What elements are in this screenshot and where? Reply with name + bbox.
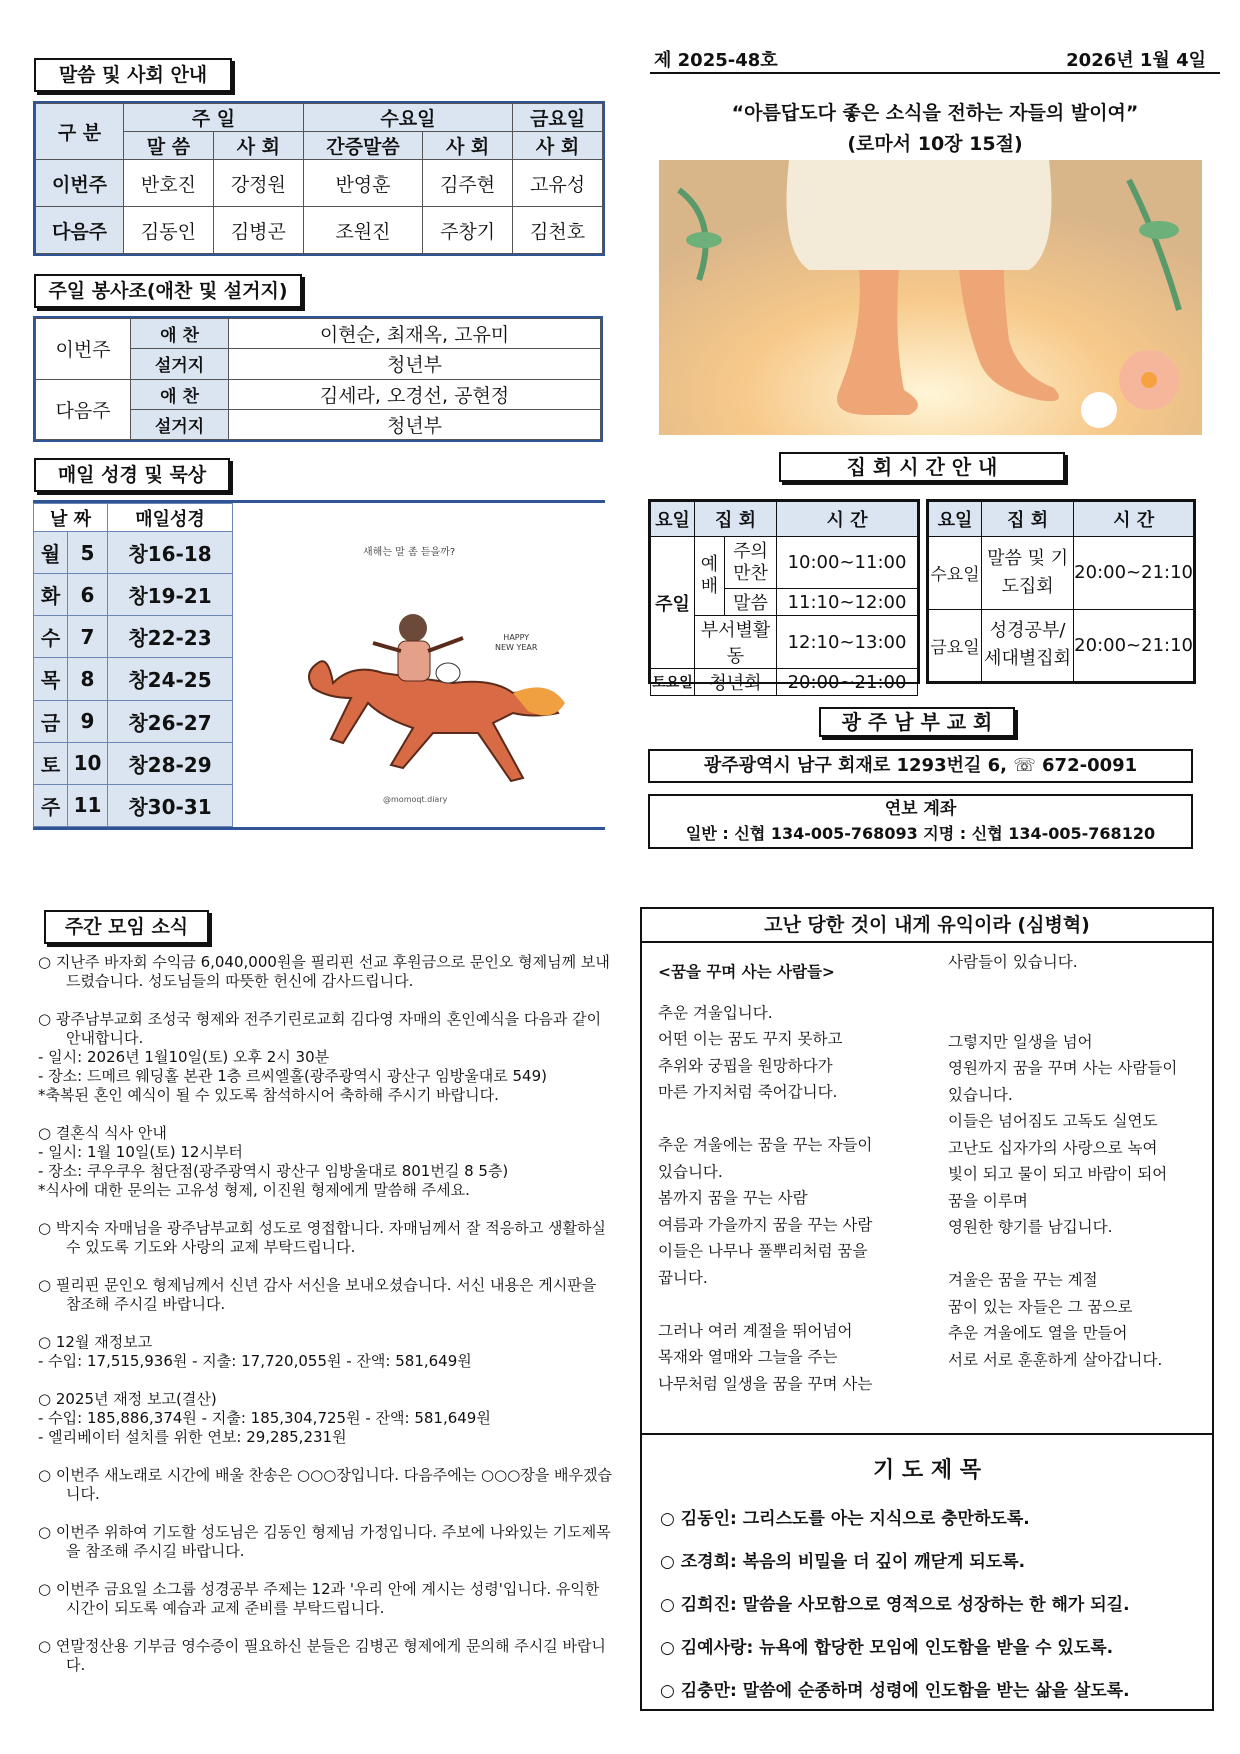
feet-walking-image	[659, 160, 1202, 435]
daily-bible-table	[33, 500, 233, 830]
poem-line: 영원까지 꿈을 꾸며 사는 사람들이	[948, 1059, 1178, 1077]
table-cell: 고유성	[513, 160, 603, 207]
reading-cell: 창16-18	[108, 532, 233, 574]
sched-header: 요일	[929, 502, 982, 537]
meeting-name: 말씀	[725, 589, 777, 616]
prayer-item: ○ 김예사랑: 뉴욕에 합당한 모임에 인도함을 받을 수 있도록.	[660, 1638, 1114, 1658]
meeting-time: 11:10~12:00	[777, 589, 918, 616]
horse-rider-illustration	[273, 593, 573, 793]
news-item	[38, 1276, 613, 1314]
day-label: 금요일	[929, 609, 982, 682]
news-line: ○ 광주남부교회 조성국 형제와 전주기린로교회 김다영 자매의 혼인예식을 다음과 같이 안내합니다.	[38, 1010, 602, 1047]
schedule-table-left	[648, 499, 920, 694]
news-line: - 일시: 1월 10일(토) 12시부터	[38, 1143, 243, 1161]
date-cell: 9	[68, 700, 108, 742]
news-line: - 수입: 17,515,936원 - 지출: 17,720,055원 - 잔액: 581,649원	[38, 1352, 472, 1370]
sched-header: 집 회	[982, 502, 1074, 537]
reading-cell: 창19-21	[108, 574, 233, 616]
issue-number: 제 2025-48호	[654, 50, 778, 71]
happy-new-year-text	[495, 633, 537, 653]
news-line: - 수입: 185,886,374원 - 지출: 185,304,725원 - 잔액: 581,649원	[38, 1409, 491, 1427]
worship-label: 예 배	[695, 537, 725, 616]
reading-cell: 창30-31	[108, 784, 233, 826]
poem-line: 사람들이 있습니다.	[948, 953, 1078, 971]
reading-header: 매일성경	[108, 504, 233, 532]
news-line: - 엘리베이터 설치를 위한 연보: 29,285,231원	[38, 1428, 347, 1446]
date-header: 날 짜	[34, 504, 108, 532]
group-label: 이번주	[36, 319, 131, 380]
news-line: ○ 지난주 바자회 수익금 6,040,000원을 필리핀 선교 후원금으로 문인오 형제님께 보내드렸습니다. 성도님들의 따뜻한 헌신에 감사드립니다.	[38, 953, 610, 990]
sunday-label: 주일	[651, 537, 695, 669]
poem-line: 꿈을 이루며	[948, 1191, 1028, 1210]
date-cell: 6	[68, 574, 108, 616]
poem-line: 마른 가지처럼 죽어갑니다.	[658, 1083, 838, 1101]
names-cell: 김세라, 오경선, 공현정	[229, 379, 601, 409]
account-title: 연보 계좌	[884, 799, 957, 819]
poem-left-lines	[658, 1000, 928, 1398]
group-label: 다음주	[36, 379, 131, 440]
church-address-box: 광주광역시 남구 회재로 1293번길 6, ☏ 672-0091	[648, 749, 1193, 783]
news-item	[38, 1124, 613, 1200]
row-label-next-week: 다음주	[36, 207, 124, 254]
reading-cell: 창26-27	[108, 700, 233, 742]
news-list	[38, 953, 613, 1694]
news-item	[38, 953, 613, 991]
table-cell: 김병곤	[213, 207, 303, 254]
verse-block	[650, 98, 1220, 160]
sermon-section-title: 말씀 및 사회 안내	[34, 58, 232, 92]
news-line: *축복된 혼인 예식이 될 수 있도록 참석하시어 축하해 주시기 바랍니다.	[38, 1086, 499, 1104]
news-line: ○ 결혼식 식사 안내	[38, 1124, 167, 1142]
news-line: - 일시: 2026년 1월10일(토) 오후 2시 30분	[38, 1048, 330, 1066]
poem-line: 추운 겨울입니다.	[658, 1003, 773, 1022]
prayer-title: 기 도 제 목	[873, 1458, 981, 1483]
poem-left-column	[658, 959, 928, 1397]
issue-date: 2026년 1월 4일	[1066, 50, 1206, 71]
day-cell: 화	[34, 574, 68, 616]
meeting-name: 부서별활동	[695, 616, 777, 669]
account-box	[648, 794, 1193, 849]
poem-header: 고난 당한 것이 내게 유익이라 (심병혁)	[642, 909, 1212, 943]
news-line: ○ 박지숙 자매님을 광주남부교회 성도로 영접합니다. 자매님께서 잘 적응하고 생활하실 수 있도록 기도와 사랑의 교제 부탁드립니다.	[38, 1219, 606, 1256]
service-team-table	[33, 316, 603, 442]
poem-box	[640, 907, 1214, 1435]
poem-line	[948, 976, 1210, 1003]
table-cell: 주창기	[423, 207, 513, 254]
prayer-item: ○ 김충만: 말씀에 순종하며 성령에 인도함을 받는 삶을 살도록.	[660, 1681, 1130, 1701]
poem-right-lines	[948, 949, 1210, 1373]
poem-line: 빛이 되고 물이 되고 바람이 되어	[948, 1165, 1168, 1183]
church-name: 광 주 남 부 교 회	[819, 707, 1015, 737]
meeting-time: 10:00~11:00	[777, 537, 918, 589]
news-item	[38, 1523, 613, 1561]
table-cell: 반영훈	[303, 160, 422, 207]
role-cell: 설거지	[131, 349, 229, 379]
role-header: 사 회	[513, 132, 603, 160]
poem-line	[658, 1291, 928, 1318]
poem-line	[948, 1241, 1210, 1268]
issue-header	[650, 44, 1220, 74]
poem-line: 추운 겨울에는 꿈을 꾸는 자들이	[658, 1136, 873, 1154]
table-cell: 김동인	[124, 207, 214, 254]
day-cell: 주	[34, 784, 68, 826]
role-header: 말 씀	[124, 132, 214, 160]
day-cell: 월	[34, 532, 68, 574]
day-label: 수요일	[929, 537, 982, 610]
prayer-item: ○ 김희진: 말씀을 사모함으로 영적으로 성장하는 한 해가 되길.	[660, 1595, 1130, 1615]
poem-line: 서로 서로 훈훈하게 살아갑니다.	[948, 1350, 1163, 1369]
sched-header: 시 간	[777, 502, 918, 537]
illustration-caption: 새해는 말 좀 듣을까?	[363, 547, 456, 558]
sermon-table	[33, 101, 605, 256]
poem-line: 겨울은 꿈을 꾸는 계절	[948, 1271, 1098, 1289]
meeting-time: 20:00~21:00	[777, 669, 918, 696]
names-cell: 청년부	[229, 349, 601, 379]
illustration-credit: @momoqt.diary	[383, 795, 448, 804]
poem-line: 영원한 향기를 남깁니다.	[948, 1218, 1113, 1236]
row-label-this-week: 이번주	[36, 160, 124, 207]
meeting-name: 성경공부/ 세대별집회	[982, 609, 1074, 682]
poem-line: 봄까지 꿈을 꾸는 사람	[658, 1189, 808, 1207]
news-line: *식사에 대한 문의는 고유성 형제, 이진원 형제에게 말씀해 주세요.	[38, 1181, 470, 1199]
poem-line: 추위와 궁핍을 원망하다가	[658, 1056, 833, 1075]
poem-line: 그러나 여러 계절을 뛰어넘어	[658, 1321, 853, 1340]
news-item	[38, 1219, 613, 1257]
meeting-name: 말씀 및 기도집회	[982, 537, 1074, 610]
poem-line	[658, 1106, 928, 1133]
news-item	[38, 1580, 613, 1618]
prayer-item: ○ 김동인: 그리스도를 아는 지식으로 충만하도록.	[660, 1509, 1030, 1529]
poem-line: 여름과 가을까지 꿈을 꾸는 사람	[658, 1215, 873, 1234]
role-header: 간증말씀	[303, 132, 422, 160]
day-cell: 토	[34, 742, 68, 784]
role-cell: 설거지	[131, 409, 229, 439]
table-cell: 강정원	[213, 160, 303, 207]
news-line: ○ 이번주 위하여 기도할 성도님은 김동인 형제님 가정입니다. 주보에 나와있는 기도제목을 참조해 주시길 바랍니다.	[38, 1523, 611, 1560]
reading-cell: 창24-25	[108, 658, 233, 700]
news-line: ○ 12월 재정보고	[38, 1333, 153, 1351]
date-cell: 11	[68, 784, 108, 826]
service-team-title: 주일 봉사조(애찬 및 설거지)	[34, 274, 302, 308]
meeting-time: 20:00~21:10	[1074, 537, 1194, 610]
news-line: ○ 연말정산용 기부금 영수증이 필요하신 분들은 김병곤 형제에게 문의해 주시길 바랍니다.	[38, 1637, 606, 1674]
prayer-list	[642, 1504, 1212, 1701]
news-line: ○ 필리핀 문인오 형제님께서 신년 감사 서신을 보내오셨습니다. 서신 내용은 게시판을 참조해 주시길 바랍니다.	[38, 1276, 597, 1313]
meeting-name: 청년회	[695, 669, 777, 696]
account-numbers: 일반 : 신협 134-005-768093 지명 : 신협 134-005-768120	[685, 824, 1156, 843]
meeting-time: 20:00~21:10	[1074, 609, 1194, 682]
poem-line: 이들은 나무나 풀뿌리처럼 꿈을	[658, 1242, 868, 1260]
poem-subtitle: <꿈을 꾸며 사는 사람들>	[658, 963, 835, 981]
saturday-label: 토요일	[651, 669, 695, 696]
day-header-wednesday: 수요일	[303, 104, 512, 132]
news-item	[38, 1637, 613, 1675]
news-item	[38, 1466, 613, 1504]
sched-header: 요일	[651, 502, 695, 537]
poem-line: 그렇지만 일생을 넘어	[948, 1032, 1093, 1051]
poem-line: 목재와 열매와 그늘을 주는	[658, 1348, 838, 1366]
day-cell: 목	[34, 658, 68, 700]
sched-header: 집 회	[695, 502, 777, 537]
gubun-header: 구 분	[36, 104, 124, 160]
table-cell: 김주현	[423, 160, 513, 207]
date-cell: 7	[68, 616, 108, 658]
poem-line: 나무처럼 일생을 꿈을 꾸며 사는	[658, 1374, 873, 1393]
news-line: ○ 이번주 새노래로 시간에 배울 찬송은 ○○○장입니다. 다음주에는 ○○○장을 배우겠습니다.	[38, 1466, 613, 1503]
news-item	[38, 1333, 613, 1371]
day-cell: 수	[34, 616, 68, 658]
news-title: 주간 모임 소식	[44, 910, 209, 944]
poem-line: 고난도 십자가의 사랑으로 녹여	[948, 1138, 1158, 1157]
meeting-times-title: 집 회 시 간 안 내	[779, 452, 1065, 482]
meeting-time: 12:10~13:00	[777, 616, 918, 669]
role-cell: 애 찬	[131, 379, 229, 409]
daily-bible-title: 매일 성경 및 묵상	[34, 458, 230, 492]
table-cell: 반호진	[124, 160, 214, 207]
poem-line: 추운 겨울에도 열을 만들어	[948, 1324, 1128, 1342]
date-cell: 5	[68, 532, 108, 574]
poem-right-column	[948, 949, 1210, 1373]
sched-header: 시 간	[1074, 502, 1194, 537]
news-line: ○ 2025년 재정 보고(결산)	[38, 1390, 217, 1408]
poem-line	[948, 1002, 1210, 1029]
bible-illustration-area	[233, 500, 605, 830]
verse-quote: “아름답도다 좋은 소식을 전하는 자들의 발이여”	[731, 102, 1139, 124]
role-header: 사 회	[423, 132, 513, 160]
poem-line: 어떤 이는 꿈도 꾸지 못하고	[658, 1030, 843, 1048]
poem-line: 있습니다.	[658, 1162, 723, 1181]
poem-line: 꿉니다.	[658, 1268, 708, 1287]
day-cell: 금	[34, 700, 68, 742]
news-item	[38, 1390, 613, 1447]
poem-line: 꿈이 있는 자들은 그 꿈으로	[948, 1297, 1133, 1316]
news-line: - 장소: 드메르 웨딩홀 본관 1층 르씨엘홀(광주광역시 광산구 임방울대로 549)	[38, 1067, 547, 1085]
news-line: - 장소: 쿠우쿠우 첨단점(광주광역시 광산구 임방울대로 801번길 8 5층)	[38, 1162, 509, 1180]
news-item	[38, 1010, 613, 1105]
names-cell: 청년부	[229, 409, 601, 439]
role-cell: 애 찬	[131, 319, 229, 349]
schedule-table-right	[926, 499, 1196, 684]
names-cell: 이현순, 최재옥, 고유미	[229, 319, 601, 349]
date-cell: 10	[68, 742, 108, 784]
verse-ref: (로마서 10장 15절)	[847, 133, 1023, 155]
table-cell: 김천호	[513, 207, 603, 254]
poem-line: 있습니다.	[948, 1085, 1013, 1104]
news-line: ○ 이번주 금요일 소그룹 성경공부 주제는 12과 '우리 안에 계시는 성령'입니다. 유익한 시간이 되도록 예습과 교제 준비를 부탁드립니다.	[38, 1580, 600, 1617]
table-cell: 조원진	[303, 207, 422, 254]
role-header: 사 회	[213, 132, 303, 160]
prayer-item: ○ 조경희: 복음의 비밀을 더 깊이 깨닫게 되도록.	[660, 1552, 1026, 1572]
newyear-text: NEW YEAR	[495, 643, 538, 652]
prayer-box	[640, 1433, 1214, 1711]
date-cell: 8	[68, 658, 108, 700]
day-header-sunday: 주 일	[124, 104, 304, 132]
meeting-name: 주의 만찬	[725, 537, 777, 589]
reading-cell: 창28-29	[108, 742, 233, 784]
happy-text: HAPPY	[503, 633, 530, 642]
day-header-friday: 금요일	[513, 104, 603, 132]
reading-cell: 창22-23	[108, 616, 233, 658]
poem-line: 이들은 넘어짐도 고독도 실연도	[948, 1112, 1158, 1130]
